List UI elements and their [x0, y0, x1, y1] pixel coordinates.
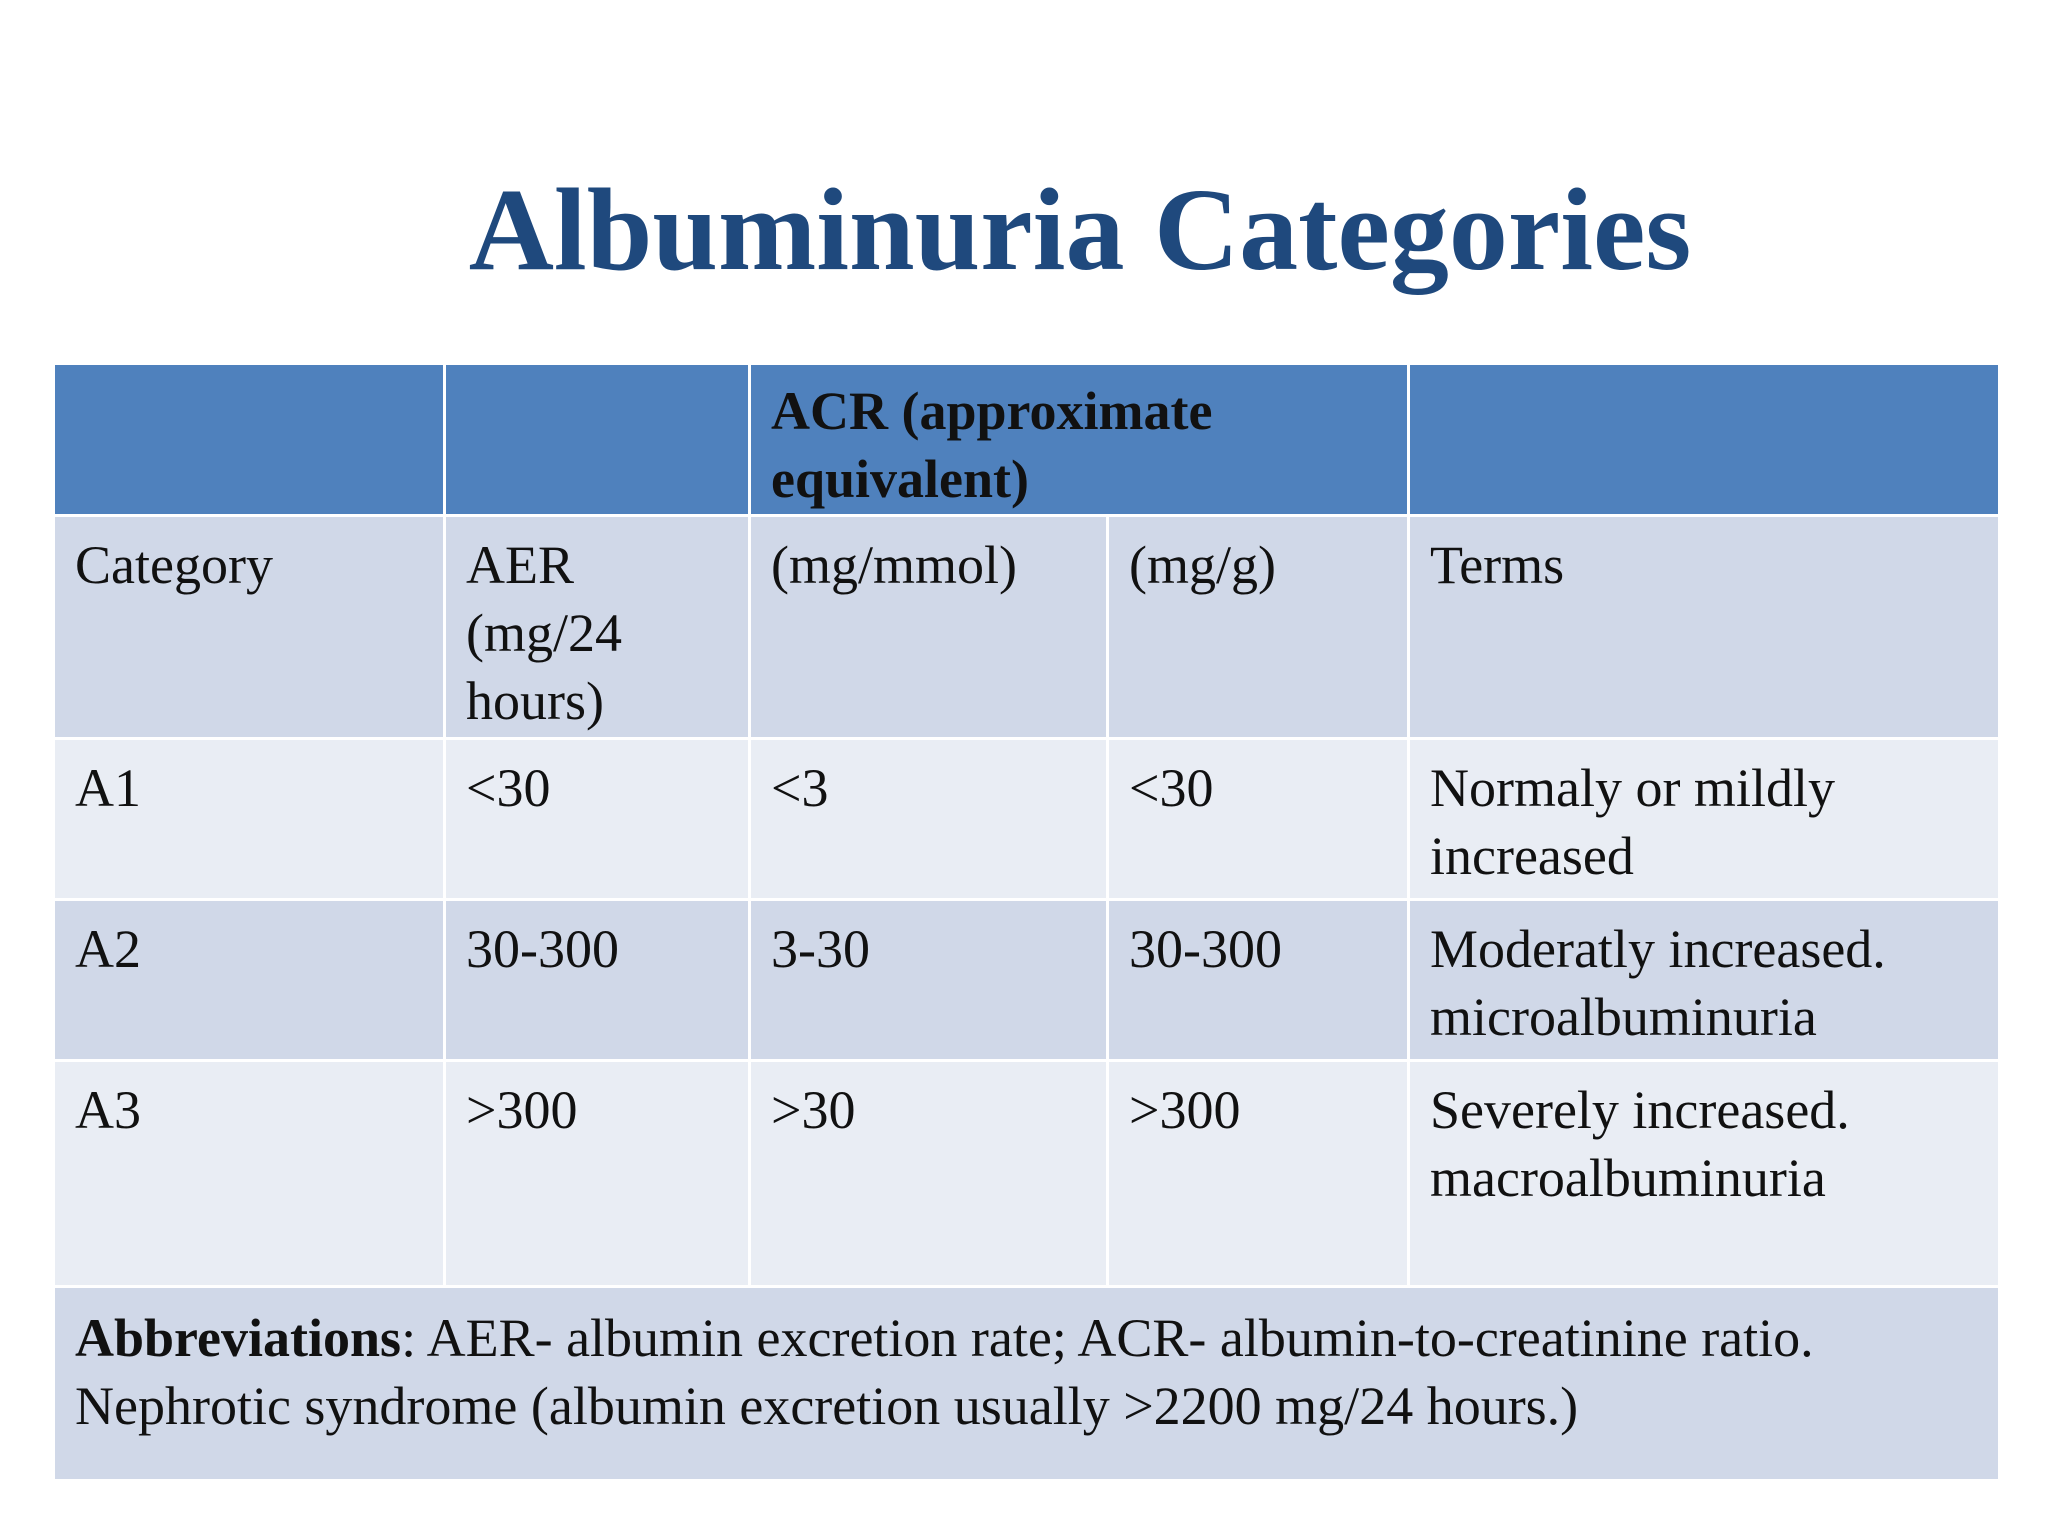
column-label-acr-g: (mg/g): [1108, 516, 1409, 739]
cell-acr-mmol: 3-30: [750, 900, 1108, 1061]
column-label-aer: AER (mg/24 hours): [445, 516, 750, 739]
header-cell-acr-group: ACR (approximate equivalent): [750, 364, 1409, 516]
table-footnote-row: [54, 1287, 2000, 1481]
column-label-category: Category: [54, 516, 445, 739]
header-cell-empty: [445, 364, 750, 516]
cell-category: A1: [54, 739, 445, 900]
footnote-cell: [54, 1287, 2000, 1481]
footnote-label: Abbreviations: [75, 1308, 402, 1368]
cell-acr-g: <30: [1108, 739, 1409, 900]
cell-acr-mmol: <3: [750, 739, 1108, 900]
table-row: [54, 900, 2000, 1061]
table-header-row: [54, 364, 2000, 516]
column-label-terms: Terms: [1409, 516, 2000, 739]
cell-acr-g: 30-300: [1108, 900, 1409, 1061]
cell-terms: Normaly or mildly increased: [1409, 739, 2000, 900]
cell-acr-mmol: >30: [750, 1061, 1108, 1287]
header-cell-empty: [1409, 364, 2000, 516]
cell-aer: 30-300: [445, 900, 750, 1061]
table-row-column-labels: [54, 516, 2000, 739]
cell-aer: >300: [445, 1061, 750, 1287]
table-row: [54, 1061, 2000, 1287]
cell-terms: Severely increased. macroalbuminuria: [1409, 1061, 2000, 1287]
cell-category: A2: [54, 900, 445, 1061]
footnote-text: : AER- albumin excretion rate; ACR- albumin-to-creatinine ratio. Nephrotic syndrome (albumin excretion usually >2200 mg/24 hours.): [75, 1308, 1814, 1436]
table-row: [54, 739, 2000, 900]
column-label-acr-mmol: (mg/mmol): [750, 516, 1108, 739]
cell-category: A3: [54, 1061, 445, 1287]
header-cell-empty: [54, 364, 445, 516]
albuminuria-table: [52, 362, 2001, 1482]
cell-aer: <30: [445, 739, 750, 900]
cell-acr-g: >300: [1108, 1061, 1409, 1287]
cell-terms: Moderatly increased. microalbuminuria: [1409, 900, 2000, 1061]
slide-title: Albuminuria Categories: [468, 164, 1692, 295]
